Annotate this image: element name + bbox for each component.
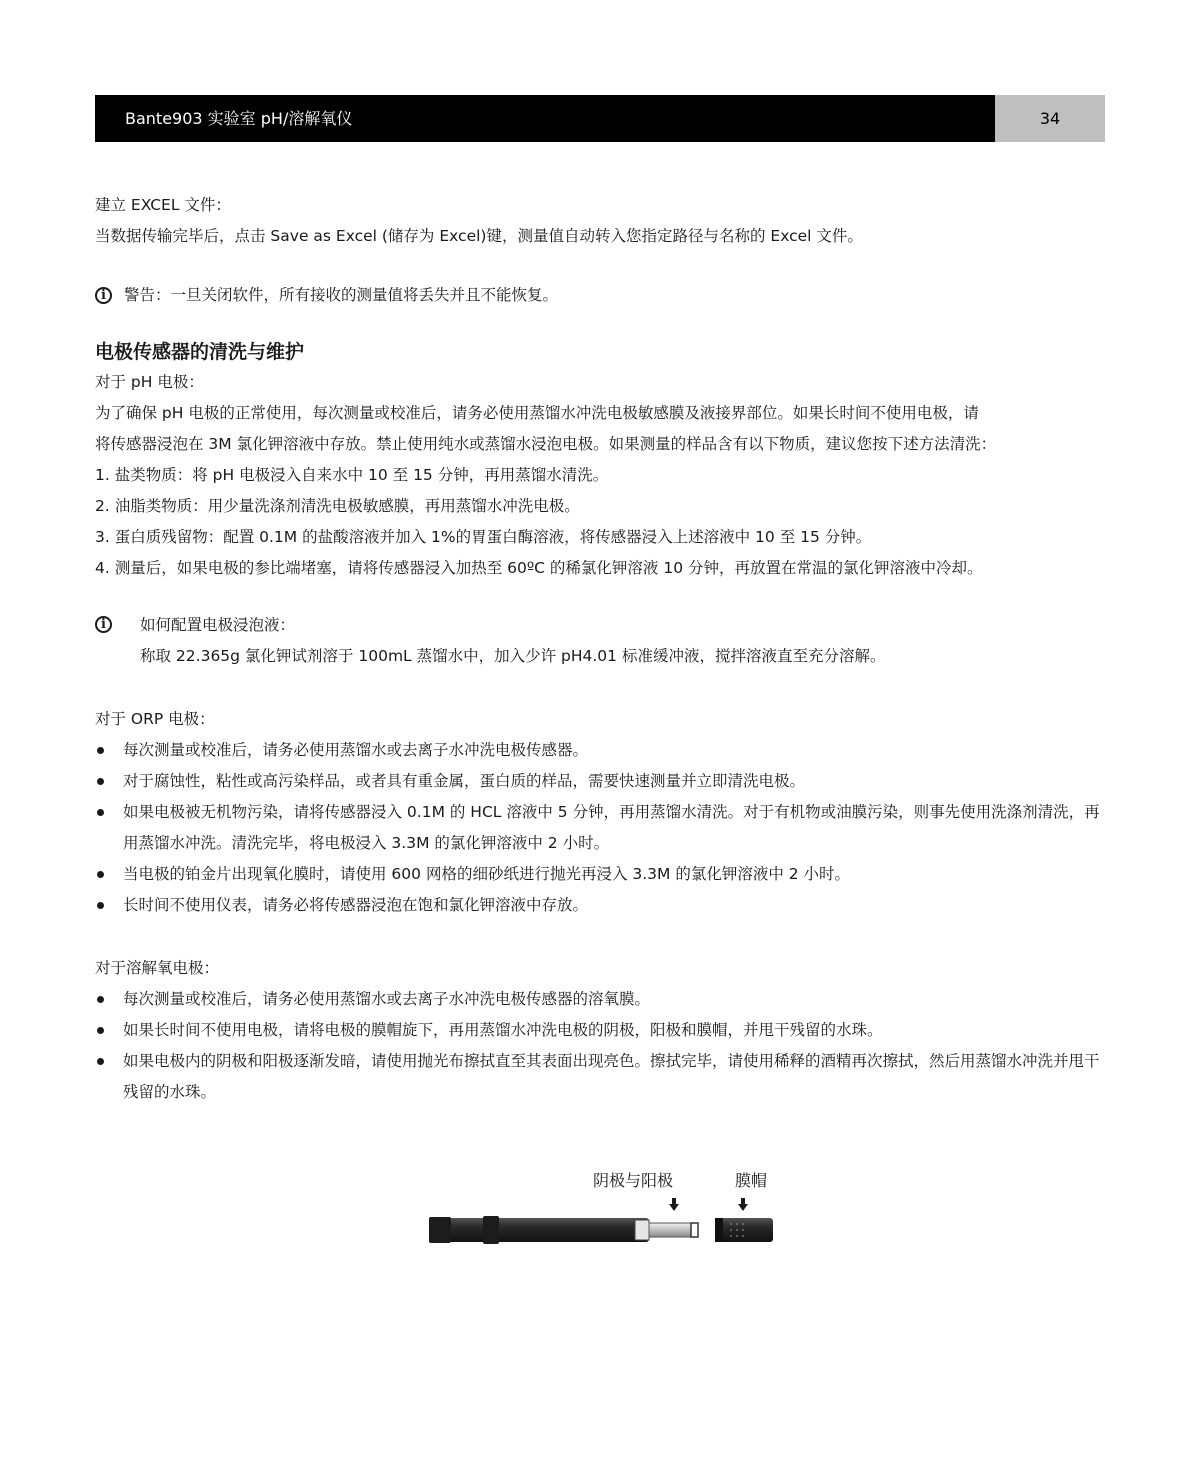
orp-title: 对于 ORP 电极：: [95, 710, 215, 728]
document-title: Bante903 实验室 pH/溶解氧仪: [95, 95, 995, 142]
note-title: 如何配置电极浸泡液：: [140, 616, 296, 634]
page-header: [95, 95, 1105, 142]
section-heading: 电极传感器的清洗与维护: [95, 341, 305, 363]
excel-text: 当数据传输完毕后，点击 Save as Excel (储存为 Excel)键，测量值自动转入您指定路径与名称的 Excel 文件。: [95, 227, 863, 245]
arrow-down-icon: [669, 1204, 679, 1211]
ph-item-1: 1. 盐类物质：将 pH 电极浸入自来水中 10 至 15 分钟，再用蒸馏水清洗。: [95, 466, 609, 484]
electrode-body: [429, 1218, 649, 1242]
info-icon: i: [95, 616, 112, 633]
info-icon: i: [95, 287, 112, 304]
ph-paragraph-line-1: 为了确保 pH 电极的正常使用，每次测量或校准后，请务必使用蒸馏水冲洗电极敏感膜及液接界部位。如果长时间不使用电极，请: [95, 404, 979, 422]
list-item: 每次测量或校准后，请务必使用蒸馏水或去离子水冲洗电极传感器的溶氧膜。: [95, 984, 1107, 1015]
warning-note: [95, 280, 1107, 311]
soaking-solution-note: [95, 610, 1107, 672]
list-item: 如果电极被无机物污染，请将传感器浸入 0.1M 的 HCL 溶液中 5 分钟，再用蒸馏水清洗。对于有机物或油膜污染，则事先使用洗涤剂清洗，再用蒸馏水冲洗。清洗完毕，将电极浸入 3.3M 的氯化钾溶液中 2 小时。: [95, 797, 1107, 859]
list-item: 当电极的铂金片出现氧化膜时，请使用 600 网格的细砂纸进行抛光再浸入 3.3M 的氯化钾溶液中 2 小时。: [95, 859, 1107, 890]
list-item: 如果电极内的阴极和阳极逐渐发暗，请使用抛光布擦拭直至其表面出现亮色。擦拭完毕，请使用稀释的酒精再次擦拭，然后用蒸馏水冲洗并甩干残留的水珠。: [95, 1046, 1107, 1108]
cap-label: 膜帽: [735, 1171, 768, 1190]
do-title: 对于溶解氧电极：: [95, 959, 220, 977]
excel-title: 建立 EXCEL 文件：: [95, 196, 231, 214]
note-text: 称取 22.365g 氯化钾试剂溶于 100mL 蒸馏水中，加入少许 pH4.01 标准缓冲液，搅拌溶液直至充分溶解。: [140, 647, 886, 665]
list-item: 长时间不使用仪表，请务必将传感器浸泡在饱和氯化钾溶液中存放。: [95, 890, 1107, 921]
electrode-drawing: [425, 1212, 785, 1252]
page-number: 34: [995, 95, 1105, 142]
list-item: 每次测量或校准后，请务必使用蒸馏水或去离子水冲洗电极传感器。: [95, 735, 1107, 766]
arrow-down-icon: [738, 1204, 748, 1211]
list-item: 如果长时间不使用电极，请将电极的膜帽旋下，再用蒸馏水冲洗电极的阴极，阳极和膜帽，并甩干残留的水珠。: [95, 1015, 1107, 1046]
ph-title: 对于 pH 电极：: [95, 373, 204, 391]
page-content: [95, 190, 1107, 1108]
membrane-cap: [715, 1218, 773, 1242]
electrode-label: 阴极与阳极: [593, 1171, 674, 1190]
ph-item-3: 3. 蛋白质残留物：配置 0.1M 的盐酸溶液并加入 1%的胃蛋白酶溶液，将传感器浸入上述溶液中 10 至 15 分钟。: [95, 528, 872, 546]
ph-item-2: 2. 油脂类物质：用少量洗涤剂清洗电极敏感膜，再用蒸馏水冲洗电极。: [95, 497, 580, 515]
orp-list: [95, 735, 1107, 921]
do-list: [95, 984, 1107, 1108]
ph-item-4: 4. 测量后，如果电极的参比端堵塞，请将传感器浸入加热至 60ºC 的稀氯化钾溶液 10 分钟，再放置在常温的氯化钾溶液中冷却。: [95, 559, 983, 577]
electrode-figure: [425, 1160, 785, 1250]
ph-paragraph-line-2: 将传感器浸泡在 3M 氯化钾溶液中存放。禁止使用纯水或蒸馏水浸泡电极。如果测量的样品含有以下物质，建议您按下述方法清洗：: [95, 435, 997, 453]
warning-text: 警告：一旦关闭软件，所有接收的测量值将丢失并且不能恢复。: [124, 286, 559, 304]
electrode-tip: [649, 1223, 693, 1237]
list-item: 对于腐蚀性，粘性或高污染样品，或者具有重金属，蛋白质的样品，需要快速测量并立即清洗电极。: [95, 766, 1107, 797]
